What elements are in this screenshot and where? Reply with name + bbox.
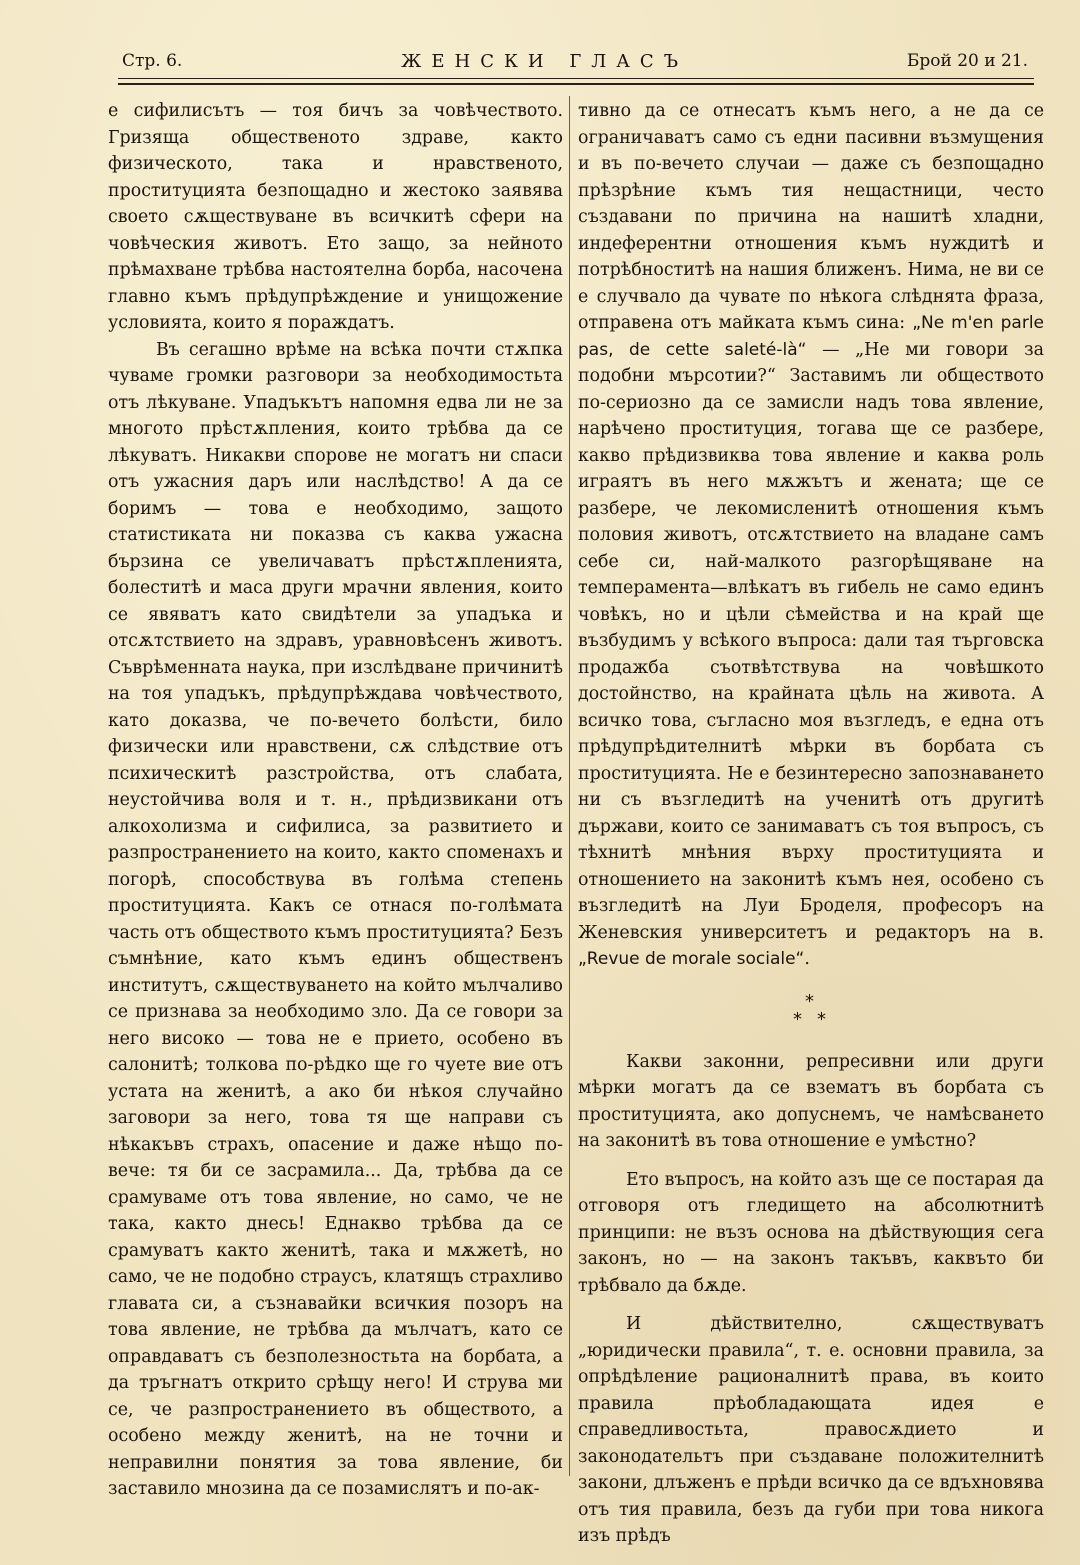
- column-divider: [569, 96, 570, 1476]
- issue-number: Брой 20 и 21.: [906, 51, 1028, 71]
- right-paragraph-1-text-a: тивно да се отнесатъ къмъ него, а не да се ограничаватъ само съ едни пасивни възмущения и въ по-вечето случаи — даже съ безпощадно прѣзрѣние къмъ тия нещастници, често създавани по причина на нашитѣ хладни, индеферентни отношения къмъ нуждитѣ и потрѣбноститѣ на нашия ближенъ. Нима, не ви се е случвало да чувате по нѣкога слѣднята фраза, отправена отъ майката къмъ сина:: [578, 101, 1044, 333]
- asterisk-left: *: [793, 1008, 802, 1030]
- left-paragraph-1: е сифилисътъ — тоя бичъ за човѣчеството. Гризяща общественото здраве, както физическото, така и нравственото, проституцията безпощадно и жестоко заявява своето сѫществуване въ всичкитѣ сфери на човѣческия животъ. Ето защо, за нейното прѣмахване трѣбва настоятелна борба, насочена главно къмъ прѣдупрѣждение и унищожение условията, които я пораждатъ.: [108, 101, 563, 333]
- right-paragraph-3: Ето въпросъ, на който азъ ще се постарая да отговоря отъ гледището на абсолютнитѣ принципи: не възъ основа на дѣйствующия сега законъ, но — на законъ такъвъ, каквъто би трѣбвало да бѫде.: [578, 1169, 1044, 1296]
- left-paragraph-2: Въ сегашно врѣме на всѣка почти стѫпка чуваме громки разговори за необходимостьта отъ лѣкуване. Упадъкътъ напомня едва ли не за многото прѣстѫпления, които трѣбва да се лѣкуватъ. Никакви спорове не могатъ ни спаси отъ ужасния даръ или наслѣдство! А да се боримъ — това е необходимо, защото статистиката ни показва съ каква ужасна бързина се увеличаватъ прѣстѫпленията, болеститѣ и маса други мрачни явления, които се явяватъ като свидѣтели за упадъка и отсѫтствието на здравъ, уравновѣсенъ животъ. Съврѣменната наука, при изслѣдване причинитѣ на тоя упадъкъ, прѣдупрѣждава човѣчеството, като доказва, че по-вечето болѣсти, било физически или нравствени, сѫ слѣдствие отъ психическитѣ разстройства, отъ слабата, неустойчива воля и т. н., прѣдизвикани отъ алкохолизма и сифилиса, за развитието и разпространението на които, както споменахъ и погорѣ, способствува въ голѣма степень проституцията. Какъ се отнася по-голѣмата часть отъ обществото къмъ проституцията? Безъ съмнѣние, като къмъ единъ общественъ институтъ, сѫществуването на който мълчаливо се признава за необходимо зло. Да се говори за него високо — това не е прието, особено въ салонитѣ; толкова по-рѣдко ще го чуете вие отъ устата на женитѣ, а ако би нѣкоя случайно заговори за него, това тя ще направи съ нѣкакъвъ страхъ, опасение и даже нѣщо по-вече: тя би се засрамила... Да, трѣбва да се срамуваме отъ това явление, но само, че не така, както днесь! Еднакво трѣбва да се срамуватъ както женитѣ, така и мѫжетѣ, но само, че не подобно страусъ, клатящъ страхливо главата си, а съзнавайки всичкия позоръ на това явление, не трѣбва да мълчатъ, като се оправдаватъ съ безполезностьта на борбата, а да тръгнатъ открито срѣщу него! И струва ми се, че разпространението въ обществото, а особено между женитѣ, на не точни и неправилни понятия за това явление, би заставило мнозина да се позамислятъ и по-ак-: [108, 339, 563, 1499]
- right-paragraph-1: [578, 98, 1044, 973]
- right-paragraph-4: И дѣйствително, сѫществуватъ „юридически правила“, т. е. основни правила, за опрѣдѣление рационалнитѣ права, въ които правила прѣобладающата идея е справедливостьта, правосѫдието и законодательтъ при създаване положителнитѣ закони, длъженъ е прѣди всичко да се вдъхновява отъ тия правила, безъ да губи при това никога изъ прѣдъ: [578, 1314, 1044, 1546]
- left-column: [108, 98, 563, 1503]
- journal-title: „Revue de morale sociale“: [578, 949, 805, 969]
- bulgarian-quote: „Не ми говори за подобни мърсотии?“: [578, 339, 1044, 386]
- right-paragraph-1-text-b: Заставимъ ли обществото по-сериозно да се замисли надъ това явление, нарѣчено проституция, тогава ще се разбере, какво прѣдизвиква това явление и каква роль играятъ въ него мѫжътъ и жената; ще се разбере, че лекомисленитѣ отношения къмъ половия животъ, отсѫтствието на владане самъ себе си, най-малкото разгорѣщяване на темперамента—влѣкатъ въ гибель не само единъ човѣкъ, но и цѣли сѣмейства и на край ще възбудимъ у всѣкого въпроса: дали тая търговска продажба съотвѣтствува на човѣшкото достойнство, на крайната цѣль на живота. А всичко това, съгласно моя възгледъ, е една отъ прѣдупрѣдителнитѣ мѣрки въ борбата съ проституцията. Не е безинтересно запознаването ни съ възгледитѣ на ученитѣ отъ другитѣ държави, които се занимаватъ съ тоя въпросъ, съ тѣхнитѣ мнѣния върху проституцията и отношението на законитѣ къмъ нея, особено съ възгледитѣ на Луи Броделя, професоръ на Женевския университетъ и редакторъ на в.: [578, 366, 1044, 943]
- masthead-title: ЖЕНСКИ ГЛАСЪ: [401, 50, 688, 72]
- section-asterism: [781, 990, 841, 1035]
- right-paragraph-2: Какви законни, репресивни или други мѣрки могатъ да се взематъ въ борбата съ проституцията, ако допуснемъ, че намѣсването на законитѣ въ това отношение е умѣстно?: [578, 1051, 1044, 1151]
- page-header: [122, 46, 1028, 76]
- right-column: [578, 98, 1044, 1550]
- quote-dash: —: [806, 339, 856, 360]
- header-rule: [118, 78, 1034, 85]
- french-quote: „Ne m'en parle pas, de cette saleté-là“: [578, 313, 1044, 360]
- asterisk-right: *: [817, 1008, 826, 1030]
- right-paragraph-1-end: .: [804, 949, 810, 969]
- asterisk-top: *: [805, 990, 814, 1012]
- page-number: Стр. 6.: [122, 51, 183, 71]
